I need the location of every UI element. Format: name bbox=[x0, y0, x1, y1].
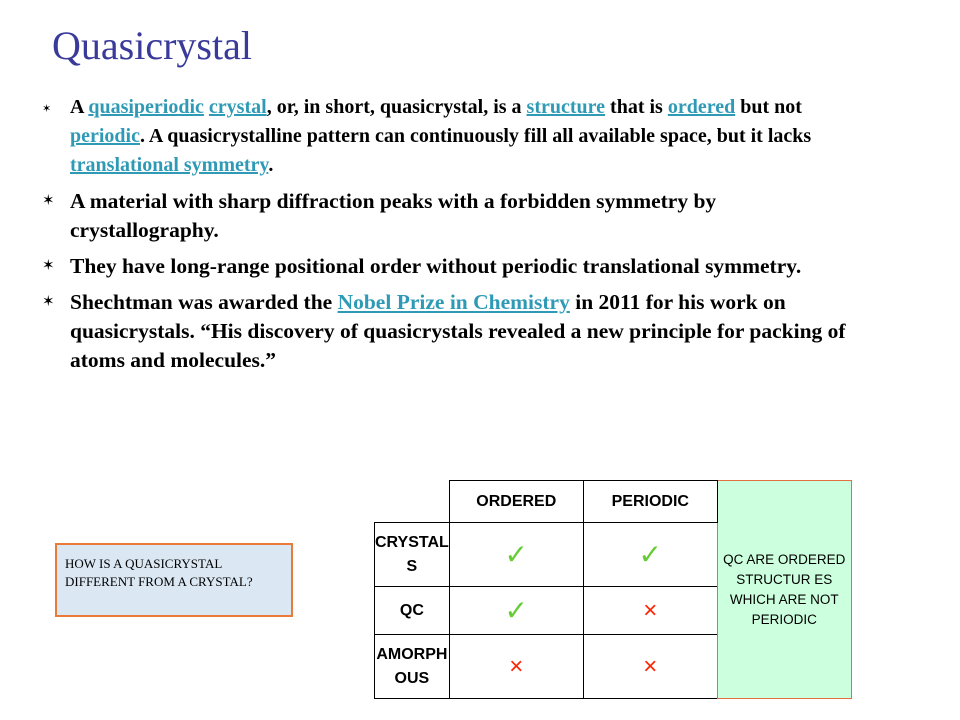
row-label: QC bbox=[375, 587, 450, 635]
link-ordered[interactable]: ordered bbox=[667, 96, 736, 118]
bullet-definition bbox=[36, 93, 866, 180]
cross-icon: × bbox=[449, 635, 583, 699]
question-callout: HOW IS A QUASICRYSTAL DIFFERENT FROM A CRYSTAL? bbox=[55, 543, 293, 617]
bullet-text: They have long-range positional order without periodic translational symmetry. bbox=[70, 254, 802, 278]
slide-title: Quasicrystal bbox=[52, 23, 252, 68]
row-label: CRYSTAL S bbox=[375, 523, 450, 587]
bullet-text: , or, in short, quasicrystal, is a bbox=[266, 96, 527, 118]
link-quasiperiodic[interactable]: quasiperiodic bbox=[88, 96, 204, 118]
star-bullet-icon: ✶ bbox=[42, 193, 55, 209]
bullet-text: A bbox=[70, 96, 89, 118]
star-bullet-icon: ✶ bbox=[42, 103, 52, 115]
check-icon: ✓ bbox=[449, 523, 583, 587]
link-translational-symmetry[interactable]: translational symmetry bbox=[70, 154, 269, 176]
comparison-table bbox=[374, 480, 852, 699]
cross-icon: × bbox=[583, 635, 717, 699]
bullet-order bbox=[36, 252, 866, 281]
bullet-nobel bbox=[36, 288, 866, 375]
column-header-ordered: ORDERED bbox=[449, 481, 583, 523]
cross-icon: × bbox=[583, 587, 717, 635]
bullet-text: A material with sharp diffraction peaks with a forbidden symmetry by crystallography. bbox=[70, 189, 717, 242]
link-structure[interactable]: structure bbox=[526, 96, 606, 118]
note-cell: QC ARE ORDERED STRUCTUR ES WHICH ARE NOT PERIODIC bbox=[717, 481, 851, 699]
row-label: AMORPH OUS bbox=[375, 635, 450, 699]
bullet-diffraction bbox=[36, 187, 866, 245]
bullet-text: . bbox=[268, 154, 274, 176]
bullet-text: but not bbox=[735, 96, 802, 118]
check-icon: ✓ bbox=[449, 587, 583, 635]
star-bullet-icon: ✶ bbox=[42, 258, 55, 274]
column-header-periodic: PERIODIC bbox=[583, 481, 717, 523]
link-periodic[interactable]: periodic bbox=[70, 125, 140, 147]
bullet-text: that is bbox=[605, 96, 668, 118]
check-icon: ✓ bbox=[583, 523, 717, 587]
table-corner-cell bbox=[375, 481, 450, 523]
link-crystal[interactable]: crystal bbox=[208, 96, 267, 118]
star-bullet-icon: ✶ bbox=[42, 294, 55, 310]
bullet-list bbox=[36, 93, 866, 382]
link-nobel-prize[interactable]: Nobel Prize in Chemistry bbox=[337, 290, 570, 314]
bullet-text: in 2011 for his work on quasicrystals. “His discovery of quasicrystals revealed a new principle for packing of atoms and molecules.” bbox=[70, 290, 846, 372]
bullet-text: . A quasicrystalline pattern can continuously fill all available space, but it lacks bbox=[140, 125, 812, 147]
bullet-text: Shechtman was awarded the bbox=[70, 290, 338, 314]
table-header-row bbox=[375, 481, 852, 523]
